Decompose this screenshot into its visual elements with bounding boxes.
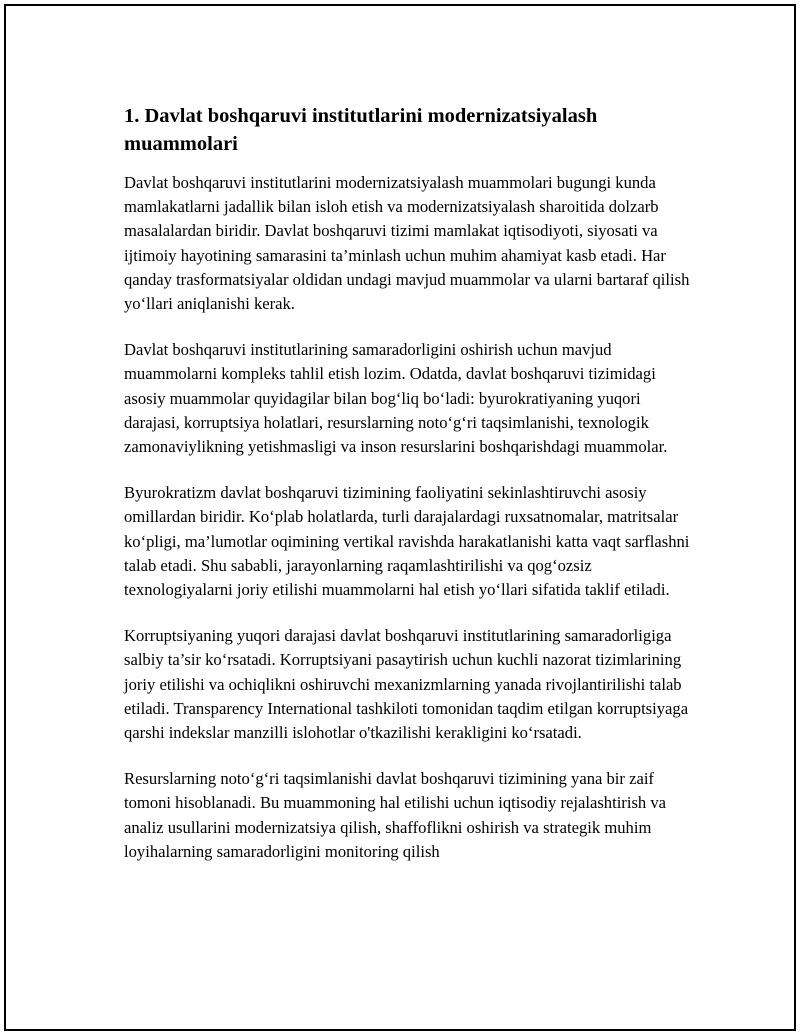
paragraph-2: Davlat boshqaruvi institutlarining samaradorligini oshirish uchun mavjud muammolarni kompleks tahlil etish lozim. Odatda, davlat boshqaruvi tizimidagi asosiy muammolar quyidagilar bilan bog‘liq bo‘ladi: byurokratiyaning yuqori darajasi, korruptsiya holatlari, resurslarning noto‘g‘ri taqsimlanishi, texnologik zamonaviylikning yetishmasligi va inson resurslarini boshqarishdagi muammolar. <box>124 340 668 457</box>
paragraph-3: Byurokratizm davlat boshqaruvi tizimining faoliyatini sekinlashtiruvchi asosiy omillardan biridir. Ko‘plab holatlarda, turli darajalardagi ruxsatnomalar, matritsalar ko‘pligi, ma’lumotlar oqimining vertikal ravishda harakatlanishi katta vaqt sarflashni talab etadi. Shu sababli, jarayonlarning raqamlashtirilishi va qog‘ozsiz texnologiyalarni joriy etilishi muammolarni hal etish yo‘llari sifatida taklif etiladi. <box>124 483 690 600</box>
paragraph-5: Resurslarning noto‘g‘ri taqsimlanishi davlat boshqaruvi tizimining yana bir zaif tomoni hisoblanadi. Bu muammoning hal etilishi uchun iqtisodiy rejalashtirish va analiz usullarini modernizatsiya qilish, shaffoflikni oshirish va strategik muhim loyihalarning samaradorligini monitoring qilish <box>124 769 667 861</box>
paragraph-1: Davlat boshqaruvi institutlarini modernizatsiyalash muammolari bugungi kunda mamlakatlarni jadallik bilan isloh etish va modernizatsiyalash sharoitida dolzarb masalalardan biridir. Davlat boshqaruvi tizimi mamlakat iqtisodiyoti, siyosati va ijtimoiy hayotining samarasini ta’minlash uchun muhim ahamiyat kasb etadi. Har qanday trasformatsiyalar oldidan undagi mavjud muammolar va ularni bartaraf qilish yo‘llari aniqlanishi kerak. <box>124 173 690 314</box>
section-heading: 1. Davlat boshqaruvi institutlarini modernizatsiyalash muammolari <box>124 105 598 155</box>
paragraph-4: Korruptsiyaning yuqori darajasi davlat boshqaruvi institutlarining samaradorligiga salbiy ta’sir ko‘rsatadi. Korruptsiyani pasaytirish uchun kuchli nazorat tizimlarining joriy etilishi va ochiqlikni oshiruvchi mexanizmlarning yanada rivojlantirilishi talab etiladi. Transparency International tashkiloti tomonidan taqdim etilgan korruptsiyaga qarshi indekslar manzilli islohotlar o'tkazilishi kerakligini ko‘rsatadi. <box>124 626 689 743</box>
document-body <box>124 102 692 886</box>
page-frame <box>4 4 796 1031</box>
